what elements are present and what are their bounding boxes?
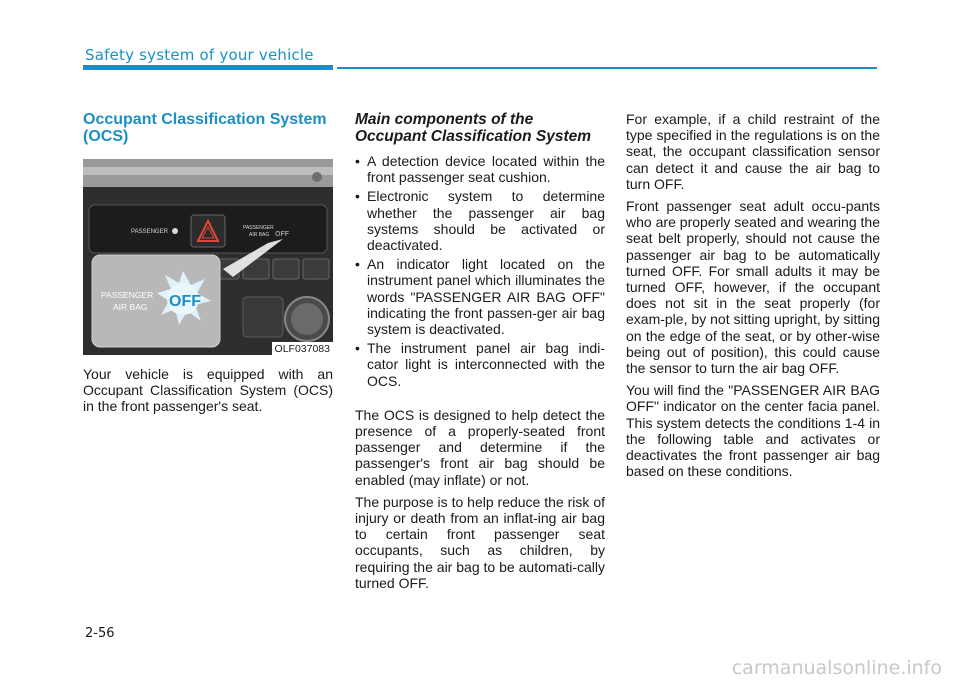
list-item: • An indicator light located on the instrument panel which illuminates the words "PASSENGER AIR BAG OFF" indicating the front passen-ger air bag system is deactivated. (355, 256, 605, 338)
zoom-airbag-label: AIR BAG (113, 302, 148, 312)
figure-code: OLF037083 (272, 342, 333, 355)
panel-indicator-off: OFF (275, 231, 289, 238)
ocs-purpose-paragraph: The OCS is designed to help detect the presence of a properly-seated front passenger and determine if the passenger's front air bag should be enabled (may inflate) or not. (355, 406, 605, 488)
adult-occupant-paragraph: Front passenger seat adult occu-pants who are properly seated and wearing the seat belt properly, should not cause the passenger air bag to be automatically turned OFF. For small adults it may be turned OFF, however, if the occupant does not sit in the seat properly (for exam-ple, by not sitting upright, by sitting on the edge of the seat, or by other-wise being out of position), this could cause the sensor to turn the air bag OFF. (626, 198, 880, 377)
panel-indicator-label-1: PASSENGER (243, 225, 274, 231)
list-item: • The instrument panel air bag indi-cator light is interconnected with the OCS. (355, 340, 605, 389)
zoom-passenger-label: PASSENGER (101, 290, 154, 300)
watermark: carmanualsonline.info (731, 657, 942, 679)
column-2 (355, 111, 605, 591)
column-1 (83, 111, 333, 415)
trim-knob (312, 172, 322, 182)
panel-indicator-label-2: AIR BAG (249, 232, 270, 238)
components-subtitle-line-2: Occupant Classification System (355, 128, 592, 145)
indicator-paragraph: You will find the "PASSENGER AIR BAG OFF" indicator on the center facia panel. This system detects the conditions 1-4 in the following table and activates or deactivates the front passenger air bag based on these conditions. (626, 382, 880, 480)
header-rule-thick (83, 65, 333, 70)
dashboard-illustration (83, 159, 333, 355)
section-title: Occupant Classification System (OCS) (83, 111, 327, 145)
zoom-off-label: OFF (169, 293, 201, 310)
airbag-person-icon (172, 228, 178, 234)
components-subtitle-line-1: Main components of the (355, 111, 534, 128)
panel-passenger-label: PASSENGER (131, 229, 168, 235)
example-paragraph: For example, if a child restraint of the type specified in the regulations is on the seat, the occupant classification sensor can detect it and cause the air bag to turn OFF. (626, 111, 880, 192)
ocs-figure (83, 159, 333, 355)
page-number: 2-56 (85, 626, 115, 641)
risk-paragraph: The purpose is to help reduce the risk of injury or death from an inflat-ing air bag to certain front passenger seat occupants, such as children, by requiring the air bag to be automati-cally turned OFF. (355, 493, 605, 591)
section-header: Safety system of your vehicle (85, 46, 314, 64)
intro-paragraph: Your vehicle is equipped with an Occupant Classification System (OCS) in the front passenger's seat. (83, 366, 333, 415)
header-rule-thin (337, 67, 877, 69)
column-3 (626, 111, 880, 479)
list-item: • Electronic system to determine whether the passenger air bag systems should be activated or deactivated. (355, 188, 605, 254)
components-list (355, 153, 605, 389)
list-item: • A detection device located within the front passenger seat cushion. (355, 153, 605, 186)
